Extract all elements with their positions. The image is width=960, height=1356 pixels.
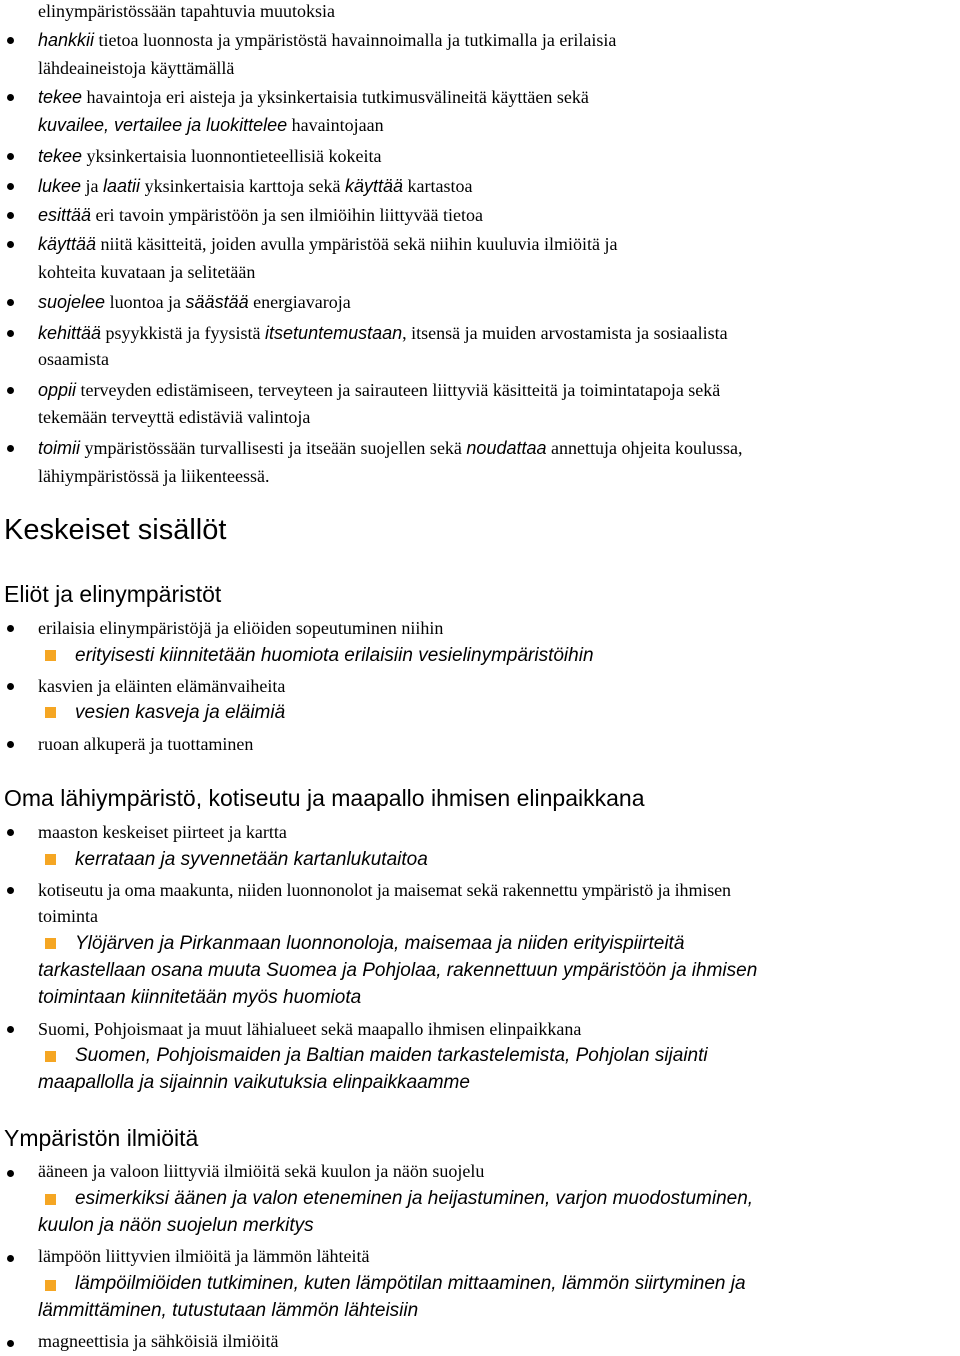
objective-verb: esittää	[38, 205, 92, 225]
objective-verb: hankkii	[38, 30, 95, 50]
objective-text: psyykkistä ja fyysistä	[101, 323, 266, 343]
objective-line: elinympäristössään tapahtuvia muutoksia	[38, 1, 335, 21]
sub-list-item: Ylöjärven ja Pirkanmaan luonnonoloja, maisemaa ja niiden erityispiirteitä	[75, 933, 685, 954]
bullet-icon	[7, 330, 14, 337]
objective-text: , itsensä ja muiden arvostamista ja sosiaalista	[402, 323, 728, 343]
bullet-icon	[7, 625, 14, 632]
objective-text: havaintoja eri aisteja ja yksinkertaisia tutkimusvälineitä käyttäen sekä	[82, 87, 589, 107]
objective-verb: kuvailee, vertailee ja luokittelee	[38, 115, 288, 135]
orange-square-bullet-icon	[45, 650, 56, 661]
sub-list-item-continued: toimintaan kiinnitetään myös huomiota	[38, 987, 362, 1008]
objective-text: kartastoa	[403, 176, 473, 196]
bullet-icon	[7, 37, 14, 44]
objective-item	[38, 142, 381, 170]
objective-verb: laatii	[103, 176, 141, 196]
bullet-icon	[7, 445, 14, 452]
objective-text: energiavaroja	[248, 292, 351, 312]
sub-list-item-continued: tarkastellaan osana muuta Suomea ja Pohjolaa, rakennettuun ympäristöön ja ihmisen	[38, 960, 758, 981]
objective-text: niitä käsitteitä, joiden avulla ympäristöä sekä niihin kuuluvia ilmiöitä ja	[96, 234, 618, 254]
bullet-icon	[7, 94, 14, 101]
objective-line: lähdeaineistoja käyttämällä	[38, 58, 235, 78]
objective-verb: noudattaa	[466, 438, 547, 458]
sub-list-item: Suomen, Pohjoismaiden ja Baltian maiden tarkastelemista, Pohjolan sijainti	[75, 1045, 708, 1066]
orange-square-bullet-icon	[45, 938, 56, 949]
sub-list-item: kerrataan ja syvennetään kartanlukutaitoa	[75, 849, 428, 870]
list-item-continued: toiminta	[38, 906, 98, 926]
objective-verb: säästää	[185, 292, 249, 312]
section-title: Keskeiset sisällöt	[4, 514, 227, 546]
objective-verb: toimii	[38, 438, 81, 458]
objective-text: yksinkertaisia luonnontieteellisiä kokeita	[82, 146, 382, 166]
objective-item	[38, 201, 483, 229]
objective-item	[38, 83, 589, 111]
objective-item	[38, 230, 617, 258]
list-item: Suomi, Pohjoismaat ja muut lähialueet sekä maapallo ihmisen elinpaikkana	[38, 1019, 582, 1039]
objective-verb: tekee	[38, 87, 83, 107]
sub-list-item: erityisesti kiinnitetään huomiota erilaisiin vesielinympäristöihin	[75, 645, 594, 666]
bullet-icon	[7, 299, 14, 306]
objective-text: annettuja ohjeita koulussa,	[546, 438, 743, 458]
sub-list-item: lämpöilmiöiden tutkiminen, kuten lämpötilan mittaaminen, lämmön siirtyminen ja	[75, 1273, 746, 1294]
bullet-icon	[7, 153, 14, 160]
bullet-icon	[7, 887, 14, 894]
objective-text: terveyden edistämiseen, terveyteen ja sairauteen liittyviä käsitteitä ja toimintatapoja sekä	[76, 380, 721, 400]
list-item: magneettisia ja sähköisiä ilmiöitä	[38, 1331, 279, 1351]
objective-line: osaamista	[38, 349, 109, 369]
list-item: erilaisia elinympäristöjä ja eliöiden sopeutuminen niihin	[38, 618, 444, 638]
bullet-icon	[7, 1340, 14, 1347]
objective-verb: käyttää	[38, 234, 97, 254]
objective-text: yksinkertaisia karttoja sekä	[140, 176, 345, 196]
bullet-icon	[7, 1255, 14, 1262]
objective-item	[38, 26, 616, 54]
objective-text: tietoa luonnosta ja ympäristöstä havainnoimalla ja tutkimalla ja erilaisia	[94, 30, 617, 50]
sub-list-item-continued: kuulon ja näön suojelun merkitys	[38, 1215, 314, 1236]
bullet-icon	[7, 683, 14, 690]
list-item: kotiseutu ja oma maakunta, niiden luonnonolot ja maisemat sekä rakennettu ympäristö ja ihmisen	[38, 880, 731, 900]
objective-item	[38, 172, 473, 200]
objective-text: havaintojaan	[287, 115, 384, 135]
orange-square-bullet-icon	[45, 1280, 56, 1291]
objective-item	[38, 434, 742, 462]
bullet-icon	[7, 183, 14, 190]
bullet-icon	[7, 212, 14, 219]
objective-line: tekemään terveyttä edistäviä valintoja	[38, 407, 311, 427]
orange-square-bullet-icon	[45, 1194, 56, 1205]
sub-list-item: esimerkiksi äänen ja valon eteneminen ja heijastuminen, varjon muodostuminen,	[75, 1188, 754, 1209]
objective-item	[38, 288, 351, 316]
orange-square-bullet-icon	[45, 1051, 56, 1062]
sub-list-item-continued: maapallolla ja sijainnin vaikutuksia elinpaikkaamme	[38, 1072, 470, 1093]
objective-verb: käyttää	[345, 176, 404, 196]
list-item: maaston keskeiset piirteet ja kartta	[38, 822, 287, 842]
sub-list-item: vesien kasveja ja eläimiä	[75, 702, 286, 723]
objective-item	[38, 376, 720, 404]
section-heading-ilmioita: Ympäristön ilmiöitä	[4, 1125, 199, 1151]
objective-verb: lukee	[38, 176, 82, 196]
orange-square-bullet-icon	[45, 854, 56, 865]
orange-square-bullet-icon	[45, 707, 56, 718]
objective-line: kohteita kuvataan ja selitetään	[38, 262, 256, 282]
objective-text: luontoa ja	[105, 292, 186, 312]
objective-verb: itsetuntemustaan	[265, 323, 403, 343]
bullet-icon	[7, 1170, 14, 1177]
objective-verb: suojelee	[38, 292, 106, 312]
bullet-icon	[7, 829, 14, 836]
objective-text: ympäristössään turvallisesti ja itseään suojellen sekä	[80, 438, 467, 458]
bullet-icon	[7, 1026, 14, 1033]
section-heading-lahiymparisto: Oma lähiympäristö, kotiseutu ja maapallo ihmisen elinpaikkana	[4, 785, 645, 811]
objective-verb: tekee	[38, 146, 83, 166]
objective-verb: kehittää	[38, 323, 102, 343]
sub-list-item-continued: lämmittäminen, tutustutaan lämmön lähteisiin	[38, 1300, 419, 1321]
objective-line	[38, 111, 384, 139]
section-heading-eliot: Eliöt ja elinympäristöt	[4, 581, 222, 607]
bullet-icon	[7, 741, 14, 748]
bullet-icon	[7, 241, 14, 248]
objective-verb: oppii	[38, 380, 77, 400]
list-item: ruoan alkuperä ja tuottaminen	[38, 734, 254, 754]
objective-item	[38, 319, 728, 347]
objective-line: lähiympäristössä ja liikenteessä.	[38, 466, 270, 486]
list-item: kasvien ja eläinten elämänvaiheita	[38, 676, 286, 696]
objective-text: ja	[81, 176, 104, 196]
bullet-icon	[7, 387, 14, 394]
list-item: lämpöön liittyvien ilmiöitä ja lämmön lähteitä	[38, 1246, 370, 1266]
objective-text: eri tavoin ympäristöön ja sen ilmiöihin liittyvää tietoa	[91, 205, 483, 225]
list-item: ääneen ja valoon liittyviä ilmiöitä sekä kuulon ja näön suojelu	[38, 1161, 485, 1181]
